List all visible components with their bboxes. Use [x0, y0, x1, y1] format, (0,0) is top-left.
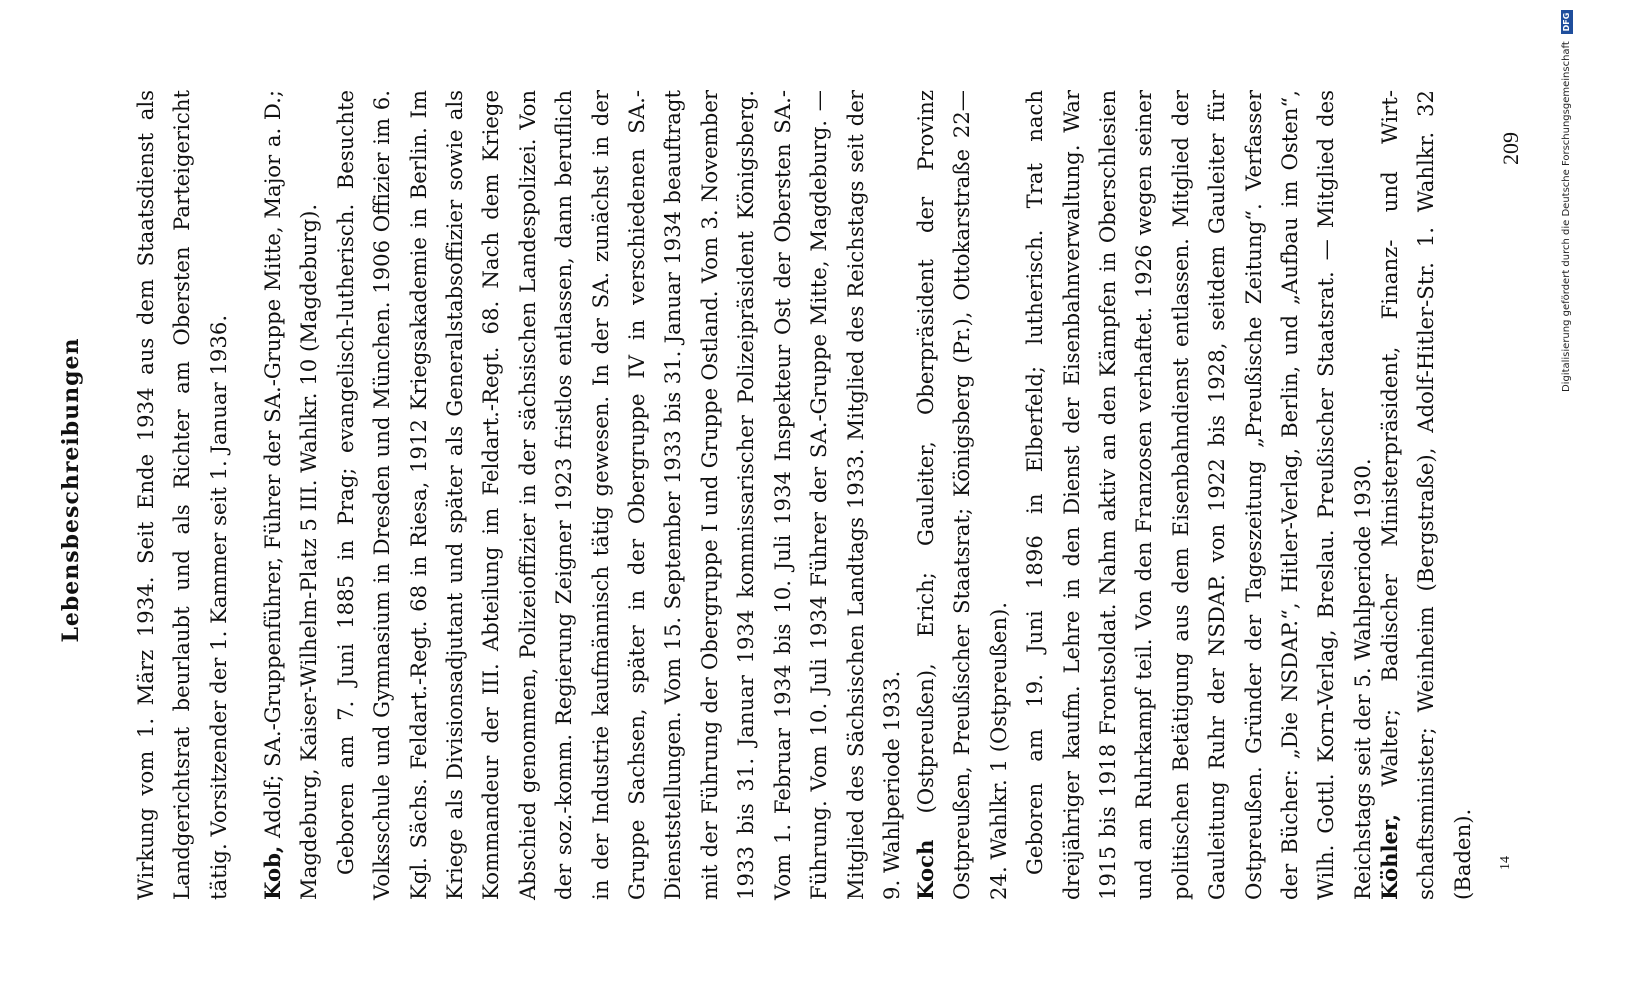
entry-name: Kob,: [260, 845, 285, 900]
biography-entry-kob: [255, 90, 910, 900]
biography-entry-koehler: [1372, 90, 1481, 900]
running-head: Lebensbeschreibungen: [58, 337, 84, 643]
biography-entry-koch: [908, 90, 1381, 900]
credit-text: Digitalisierung gefördert durch die Deutsche Forschungsgemeinschaft: [1561, 41, 1572, 393]
dfg-logo-icon: DFG: [1561, 10, 1573, 34]
entry-heading: [1372, 90, 1481, 900]
carryover-paragraph: [128, 90, 237, 900]
entry-body: Geboren am 7. Juni 1885 in Prag; evangelisch-lutherisch. Besuchte Volksschule und Gymnasium in Dresden und München. 1906 Offizier im 6. Kgl. Sächs. Feldart.-Regt. 68 in Riesa, 1912 Kriegsakademie in Berlin. Im Kriege als Divisionsadjutant und später als Generalstabsoffizier sowie als Kommandeur der III. Abteilung im Feldart.-Regt. 68. Nach dem Kriege Abschied genommen, Polizeioffizier in der sächsischen Landespolizei. Von der soz.-komm. Regierung Zeigner 1923 fristlos entlassen, dann beruflich in der Industrie kaufmännisch tätig gewesen. In der SA. zunächst in der Gruppe Sachsen, später in der Obergruppe IV in verschiedenen SA.-Dienststellungen. Vom 15. September 1933 bis 31. Januar 1934 beauftragt mit der Führung der Obergruppe I und Gruppe Ostland. Vom 3. November 1933 bis 31. Januar 1934 kommissarischer Polizeipräsident Königsberg. Vom 1. Februar 1934 bis 10. Juli 1934 Inspekteur Ost der Obersten SA.-Führung. Vom 10. Juli 1934 Führer der SA.-Gruppe Mitte, Magdeburg. — Mitglied des Sächsischen Landtags 1933. Mitglied des Reichstags seit der 9. Wahlperiode 1933.: [332, 90, 904, 900]
entry-name: Köhler,: [1377, 813, 1402, 900]
entry-heading-text: Walter; Badischer Ministerpräsident, Finanz- und Wirtschaftsminister; Weinheim (Bergstraße), Adolf-Hitler-Str. 1. Wahlkr. 32 (Baden).: [1377, 90, 1475, 900]
sheet-mark: 14: [1498, 856, 1513, 870]
entry-heading-text: Adolf; SA.-Gruppenführer, Führer der SA.-Gruppe Mitte, Major a. D.; Magdeburg, Kaiser-Wilhelm-Platz 5 III. Wahlkr. 10 (Magdeburg).: [260, 90, 322, 900]
entry-name: Koch: [913, 839, 938, 900]
entry-heading-text: (Ostpreußen), Erich; Gauleiter, Oberpräsident der Provinz Ostpreußen, Preußischer Staatsrat; Königsberg (Pr.), Ottokarstraße 22—24. Wahlkr. 1 (Ostpreußen).: [913, 90, 1011, 900]
entry-heading: [908, 90, 1017, 900]
entry-body: Geboren am 19. Juni 1896 in Elberfeld; lutherisch. Trat nach dreijähriger kaufm. Lehre in den Dienst der Eisenbahnverwaltung. War 1915 bis 1918 Frontsoldat. Nahm aktiv an den Kämpfen in Oberschlesien und am Ruhrkampf teil. Von den Franzosen verhaftet. 1926 wegen seiner politischen Betätigung aus dem Eisenbahndienst entlassen. Mitglied der Gauleitung Ruhr der NSDAP. von 1922 bis 1928, seitdem Gauleiter für Ostpreußen. Gründer der Tageszeitung „Preußische Zeitung“. Verfasser der Bücher: „Die NSDAP.“, Hitler-Verlag, Berlin, und „Aufbau im Osten“, Wilh. Gottl. Korn-Verlag, Breslau. Preußischer Staatsrat. — Mitglied des Reichstags seit der 5. Wahlperiode 1930.: [1022, 90, 1375, 900]
entry-heading: [255, 90, 328, 900]
page-number: 209: [1498, 132, 1523, 165]
digitization-credit: [1552, 0, 1582, 1000]
carryover-text: Wirkung vom 1. März 1934. Seit Ende 1934 aus dem Staatsdienst als Landgerichtsrat beurlaubt und als Richter am Obersten Parteigericht tätig. Vorsitzender der 1. Kammer seit 1. Januar 1936.: [133, 90, 231, 900]
